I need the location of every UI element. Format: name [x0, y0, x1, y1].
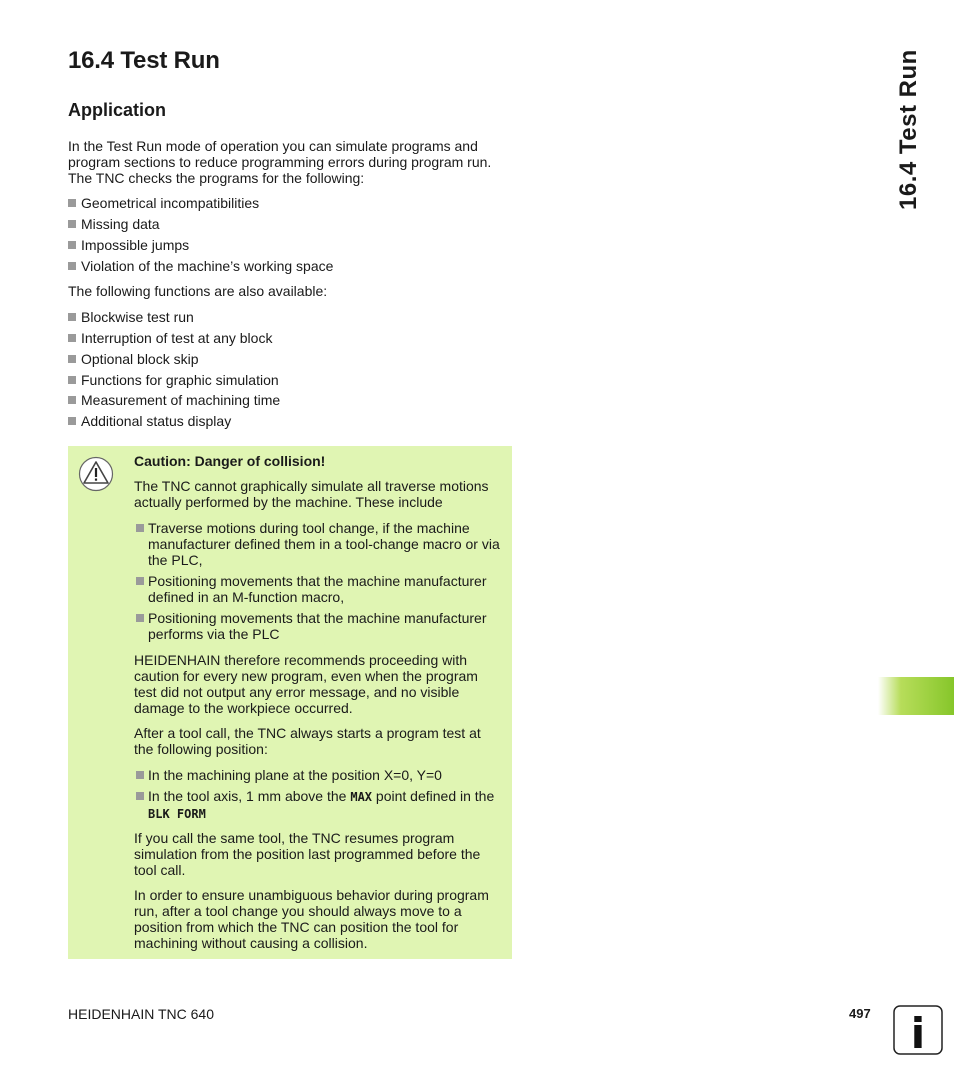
bullet-square-icon	[136, 792, 144, 800]
bullet-square-icon	[68, 199, 76, 207]
caution-paragraph: The TNC cannot graphically simulate all traverse motions actually performed by the machine. These include	[134, 478, 489, 510]
chapter-tab	[878, 677, 954, 715]
code-blk-form: BLK FORM	[148, 807, 206, 821]
side-running-title: 16.4 Test Run	[895, 49, 922, 210]
page-number: 497	[849, 1006, 871, 1021]
caution-paragraph: If you call the same tool, the TNC resumes program simulation from the position last programmed before the tool call.	[134, 830, 481, 878]
list-item: Impossible jumps	[68, 237, 189, 253]
list-item: Missing data	[68, 216, 160, 232]
bullet-square-icon	[136, 524, 144, 532]
bullet-square-icon	[68, 376, 76, 384]
bullet-square-icon	[136, 577, 144, 585]
caution-paragraph: In order to ensure unambiguous behavior during program run, after a tool change you should always move to a position from which the TNC can position the tool for machining without causing a collision.	[134, 887, 489, 951]
caution-list-item: In the tool axis, 1 mm above the MAX point defined in the BLK FORM	[134, 788, 504, 822]
list-item: Blockwise test run	[68, 309, 194, 325]
intro-paragraph: In the Test Run mode of operation you can simulate programs and program sections to reduce programming errors during program run. The TNC checks the programs for the following:	[68, 138, 492, 186]
caution-list-item: Positioning movements that the machine manufacturer performs via the PLC	[134, 610, 504, 642]
functions-intro: The following functions are also available:	[68, 283, 328, 299]
caution-paragraph: HEIDENHAIN therefore recommends proceeding with caution for every new program, even when the program test did not output any error message, and no visible damage to the workpiece occurred.	[134, 652, 478, 716]
bullet-square-icon	[68, 396, 76, 404]
page-title: 16.4 Test Run	[68, 47, 220, 74]
bullet-square-icon	[68, 334, 76, 342]
caution-title: Caution: Danger of collision!	[134, 453, 326, 469]
list-item: Measurement of machining time	[68, 392, 280, 408]
bullet-square-icon	[68, 220, 76, 228]
code-max: MAX	[350, 790, 373, 804]
bullet-square-icon	[136, 771, 144, 779]
caution-list-item: Traverse motions during tool change, if the machine manufacturer defined them in a tool-change macro or via the PLC,	[134, 520, 504, 568]
info-icon	[893, 1005, 943, 1055]
bullet-square-icon	[68, 262, 76, 270]
warning-icon	[78, 456, 114, 492]
bullet-square-icon	[68, 355, 76, 363]
caution-paragraph: After a tool call, the TNC always starts a program test at the following position:	[134, 725, 481, 757]
bullet-square-icon	[68, 241, 76, 249]
section-title: Application	[68, 100, 166, 120]
caution-list-item: Positioning movements that the machine manufacturer defined in an M-function macro,	[134, 573, 504, 605]
list-item: Optional block skip	[68, 351, 199, 367]
list-item: Interruption of test at any block	[68, 330, 272, 346]
bullet-square-icon	[68, 417, 76, 425]
list-item: Functions for graphic simulation	[68, 372, 279, 388]
list-item: Additional status display	[68, 413, 231, 429]
list-item: Violation of the machine’s working space	[68, 258, 333, 274]
list-item: Geometrical incompatibilities	[68, 195, 259, 211]
caution-list-item: In the machining plane at the position X=0, Y=0	[134, 767, 504, 783]
info-glyph: i	[910, 1009, 926, 1055]
footer-manual-name: HEIDENHAIN TNC 640	[68, 1006, 215, 1022]
bullet-square-icon	[68, 313, 76, 321]
bullet-square-icon	[136, 614, 144, 622]
